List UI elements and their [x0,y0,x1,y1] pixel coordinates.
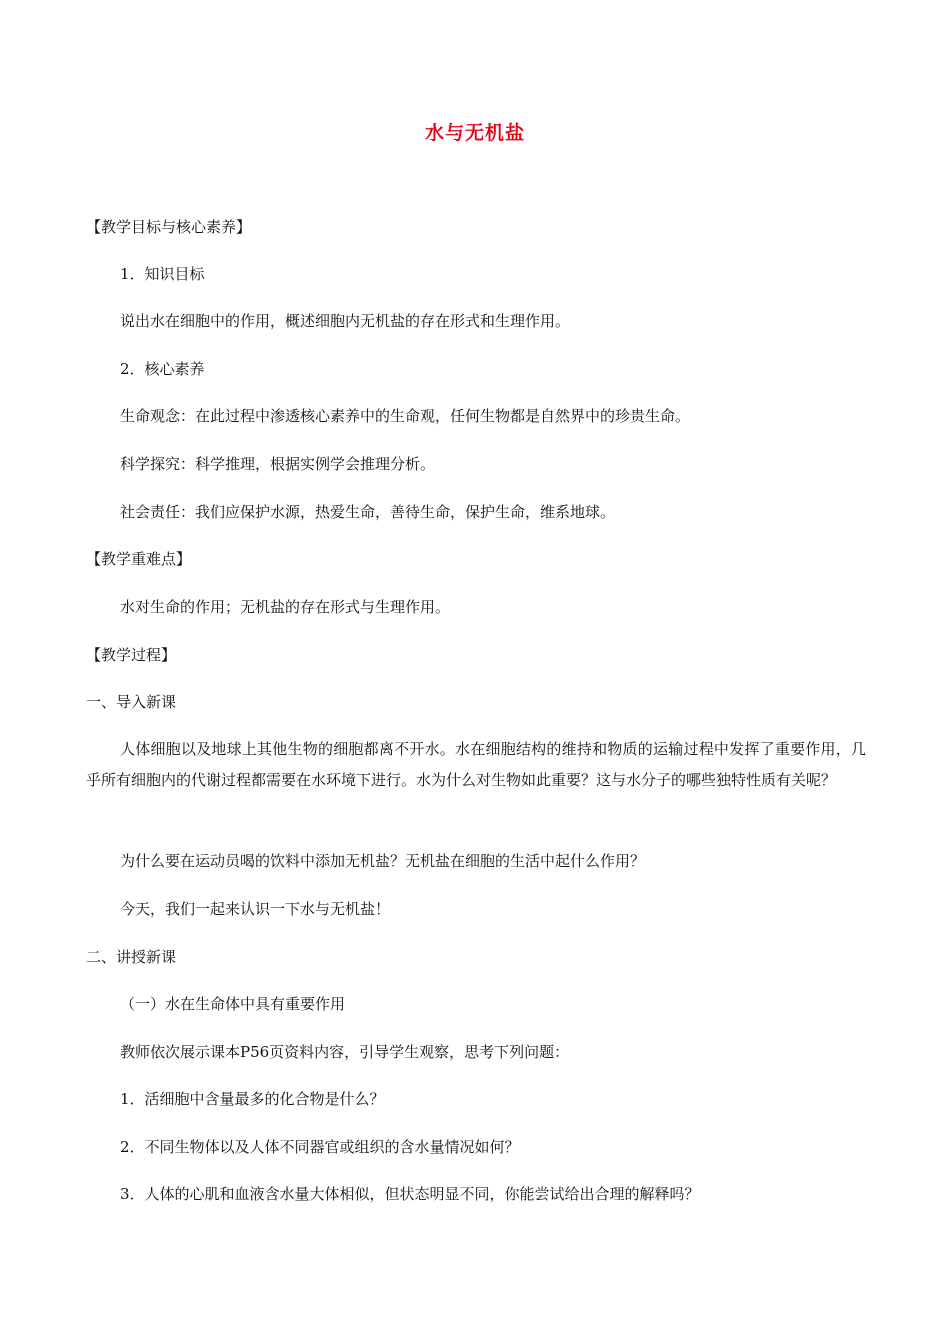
knowledge-text: 说出水在细胞中的作用，概述细胞内无机盐的存在形式和生理作用。 [120,312,571,330]
part2-intro: 教师依次展示课本P56页资料内容，引导学生观察，思考下列问题： [120,1043,570,1061]
part1-paragraph-2: 为什么要在运动员喝的饮料中添加无机盐？无机盐在细胞的生活中起什么作用？ [120,852,646,870]
section-header-key-points: 【教学重难点】 [86,550,192,568]
part1-paragraph-3: 今天，我们一起来认识一下水与无机盐！ [120,900,391,918]
literacy-social: 社会责任：我们应保护水源，热爱生命，善待生命，保护生命，维系地球。 [120,503,616,521]
section-header-process: 【教学过程】 [86,646,177,664]
literacy-heading: 2．核心素养 [120,360,205,378]
question-1: 1．活细胞中含量最多的化合物是什么？ [120,1090,385,1108]
question-3: 3．人体的心肌和血液含水量大体相似，但状态明显不同，你能尝试给出合理的解释吗？ [120,1185,700,1203]
page-title: 水与无机盐 [424,122,525,144]
key-points-text: 水对生命的作用；无机盐的存在形式与生理作用。 [120,598,451,616]
section-header-goals: 【教学目标与核心素养】 [86,218,252,236]
literacy-science: 科学探究：科学推理，根据实例学会推理分析。 [120,455,436,473]
question-2: 2．不同生物体以及人体不同器官或组织的含水量情况如何？ [120,1138,520,1156]
part2-subheading-1: （一）水在生命体中具有重要作用 [120,995,346,1013]
part1-heading: 一、导入新课 [86,693,177,711]
knowledge-heading: 1．知识目标 [120,265,205,283]
literacy-life: 生命观念：在此过程中渗透核心素养中的生命观，任何生物都是自然界中的珍贵生命。 [120,407,691,425]
part2-heading: 二、讲授新课 [86,948,177,966]
part1-paragraph-1: 人体细胞以及地球上其他生物的细胞都离不开水。水在细胞结构的维持和物质的运输过程中发挥了重要作用，几乎所有细胞内的代谢过程都需要在水环境下进行。水为什么对生物如此重要？这与水分子的哪些独特性质有关呢？ [86,740,866,789]
